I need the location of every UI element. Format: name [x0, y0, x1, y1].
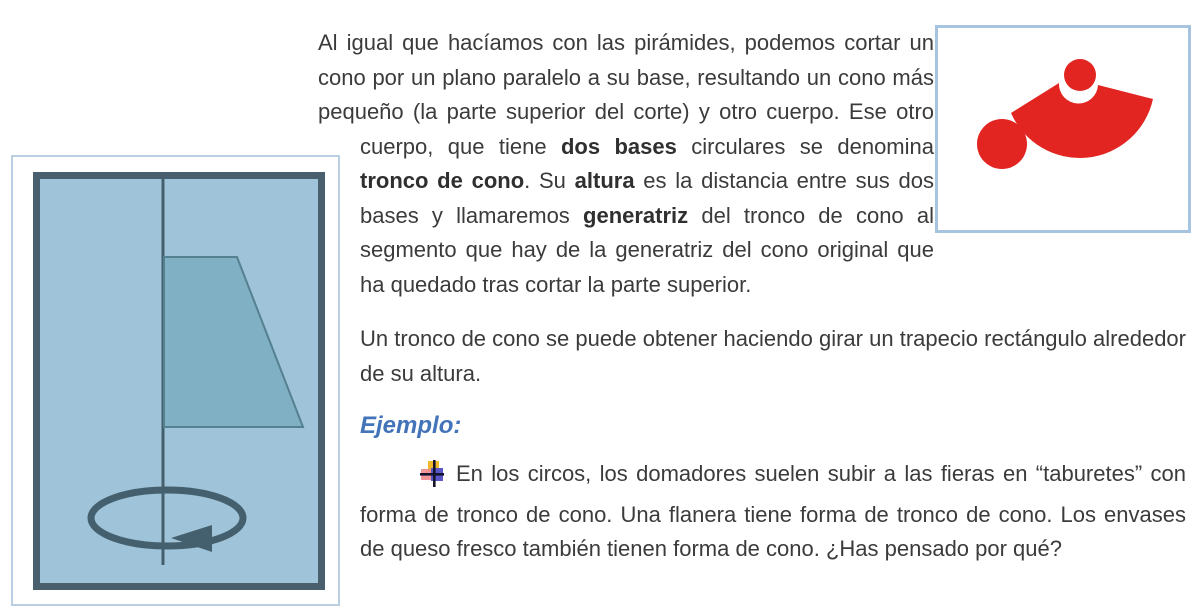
example-heading: Ejemplo:	[360, 412, 462, 439]
trapezoid-shape	[164, 257, 303, 427]
rotating-trapezoid-figure	[40, 179, 318, 583]
small-circle-shape	[1064, 59, 1096, 91]
example-text: En los circos, los domadores suelen subir a las fieras en “taburetes” con forma de tronco de cono. Una flanera tiene forma de tronco de cono. Los envases de queso fresco también tienen forma de cono. ¿Has pensado por qué?	[360, 461, 1186, 561]
plus-bullet-icon	[390, 460, 444, 498]
base-circle-shape	[977, 119, 1027, 169]
example-paragraph	[318, 457, 1186, 567]
term-generatriz: generatriz	[583, 202, 689, 228]
cone-net-logo	[938, 28, 1188, 230]
rotation-paragraph: Un tronco de cono se puede obtener haciendo girar un trapecio rectángulo alrededor de su altura.	[360, 326, 1186, 386]
term-altura: altura	[574, 168, 635, 193]
rotation-ellipse	[91, 490, 243, 546]
intro-paragraph: Al igual que hacíamos con las pirámides, podemos cortar un cono por un plano paralelo a su base, resultando un cono más pequeño (la parte superior del corte) y otro cuerpo. Ese otro cuerpo, que tiene dos bases circulares se denomina tronco de cono. Su altura es la distancia entre sus dos bases y llamaremos generatriz del tronco de cono al segmento que hay de la generatriz del cono original que ha quedado tras cortar la parte superior.	[318, 30, 935, 297]
term-dos-bases: dos bases	[560, 133, 677, 159]
rotation-figure-frame	[11, 155, 340, 606]
term-tronco-de-cono: tronco de cono	[360, 168, 525, 193]
cone-net-figure-box	[935, 25, 1191, 233]
cone-lateral-shape	[1011, 83, 1153, 158]
intro-text: Al igual que hacíamos con las pirámides, podemos cortar un cono por un plano paralelo a su base, resultando un cono más pequeño (la parte superior del corte) y otro cuerpo. Ese otro cuerpo, que tiene	[318, 30, 934, 159]
rotation-figure-panel	[33, 172, 325, 590]
